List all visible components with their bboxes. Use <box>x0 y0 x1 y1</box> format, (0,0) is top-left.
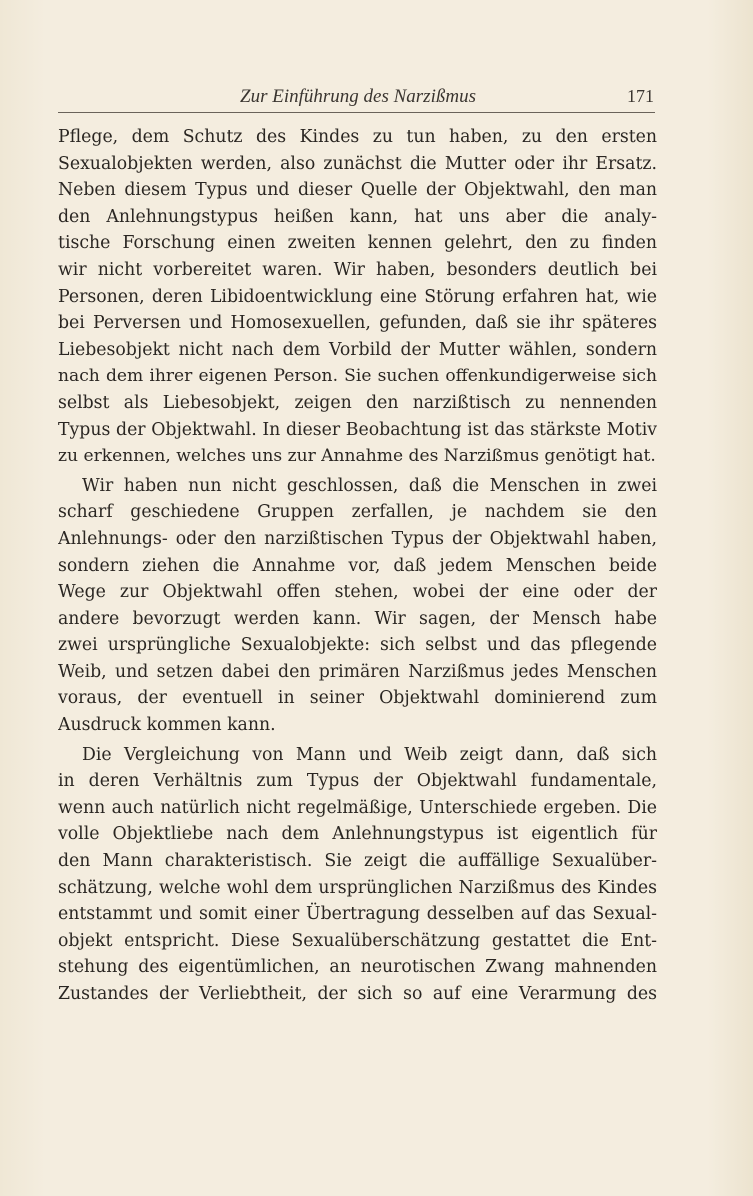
text-line: Wege zur Objektwahl offen stehen, wobei der eine oder der <box>58 582 657 603</box>
text-line: Ausdruck kommen kann. <box>58 715 276 736</box>
text-line: in deren Verhältnis zum Typus der Objektwahl fundamentale, <box>58 771 657 792</box>
text-line: andere bevorzugt werden kann. Wir sagen, der Mensch habe <box>58 608 657 629</box>
page-header <box>58 86 658 112</box>
text-line: schätzung, welche wohl dem ursprünglichen Narzißmus des Kindes <box>58 877 657 898</box>
body-text <box>58 124 657 1008</box>
text-line: stehung des eigentümlichen, an neurotischen Zwang mahnenden <box>58 957 657 978</box>
text-line: wenn auch natürlich nicht regelmäßige, Unterschiede ergeben. Die <box>58 797 657 818</box>
text-line: zu erkennen, welches uns zur Annahme des Narzißmus genötigt hat. <box>58 446 656 467</box>
header-rule <box>58 112 655 113</box>
text-line: Die Vergleichung von Mann und Weib zeigt dann, daß sich <box>82 744 657 765</box>
paragraph <box>58 124 657 470</box>
text-line: selbst als Liebesobjekt, zeigen den narzißtisch zu nennenden <box>58 392 657 413</box>
text-line: zwei ursprüngliche Sexualobjekte: sich selbst und das pflegende <box>58 635 657 656</box>
text-line: scharf geschiedene Gruppen zerfallen, je nachdem sie den <box>58 502 657 523</box>
text-line: Liebesobjekt nicht nach dem Vorbild der Mutter wählen, sondern <box>58 339 657 360</box>
paragraph <box>58 742 657 1008</box>
text-line: tische Forschung einen zweiten kennen gelehrt, den zu finden <box>58 233 657 254</box>
text-line: Sexualobjekten werden, also zunächst die Mutter oder ihr Ersatz. <box>58 153 657 174</box>
text-line: volle Objektliebe nach dem Anlehnungstypus ist eigentlich für <box>58 824 657 845</box>
text-line: nach dem ihrer eigenen Person. Sie suchen offenkundigerweise sich <box>58 366 657 387</box>
running-title: Zur Einführung des Narzißmus <box>240 86 476 107</box>
text-line: Zustandes der Verliebtheit, der sich so auf eine Verarmung des <box>58 984 657 1004</box>
text-line: Anlehnungs- oder den narzißtischen Typus der Objektwahl haben, <box>58 528 657 549</box>
text-line: voraus, der eventuell in seiner Objektwahl dominierend zum <box>58 688 657 709</box>
text-line: Personen, deren Libidoentwicklung eine Störung erfahren hat, wie <box>58 286 657 307</box>
text-line: den Anlehnungstypus heißen kann, hat uns aber die analy- <box>58 206 657 227</box>
text-line: den Mann charakteristisch. Sie zeigt die auffällige Sexualüber- <box>58 851 657 872</box>
page-number: 171 <box>627 86 654 106</box>
text-line: Wir haben nun nicht geschlossen, daß die Menschen in zwei <box>82 475 657 496</box>
text-line: sondern ziehen die Annahme vor, daß jedem Menschen beide <box>58 555 657 576</box>
text-line: Neben diesem Typus und dieser Quelle der Objektwahl, den man <box>58 180 657 201</box>
text-line: bei Perversen und Homosexuellen, gefunden, daß sie ihr späteres <box>58 313 657 334</box>
text-line: objekt entspricht. Diese Sexualüberschätzung gestattet die Ent- <box>58 930 657 951</box>
text-line: entstammt und somit einer Übertragung desselben auf das Sexual- <box>58 904 657 925</box>
text-line: Weib, und setzen dabei den primären Narzißmus jedes Menschen <box>58 661 657 682</box>
text-line: Typus der Objektwahl. In dieser Beobachtung ist das stärkste Motiv <box>58 419 657 440</box>
text-line: Pflege, dem Schutz des Kindes zu tun haben, zu den ersten <box>58 127 657 147</box>
text-line: wir nicht vorbereitet waren. Wir haben, besonders deutlich bei <box>58 259 657 280</box>
paragraph <box>58 473 657 739</box>
